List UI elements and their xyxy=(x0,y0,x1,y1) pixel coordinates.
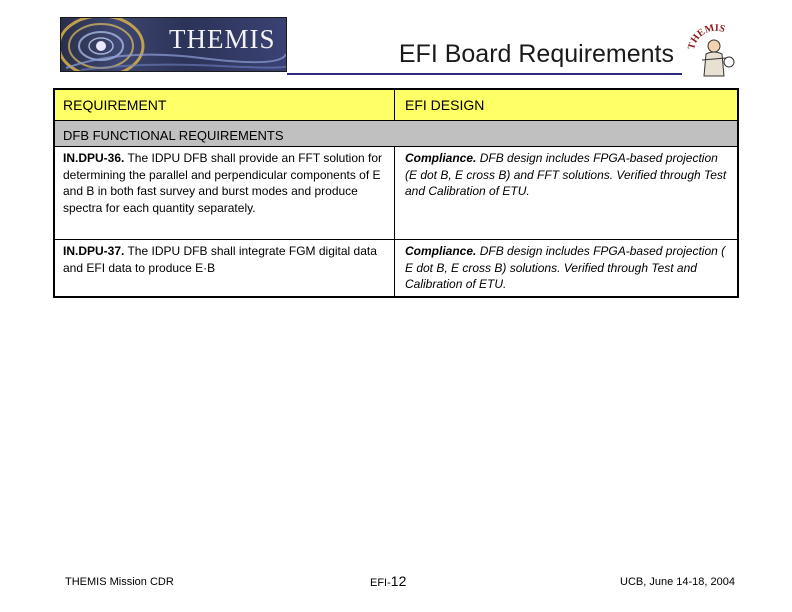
design-text: DFB design includes FPGA-based projection ( E dot B, E cross B) solutions. Verified through Test and Calibration of ETU. xyxy=(405,244,726,291)
design-lead: Compliance. xyxy=(405,151,477,165)
requirement-id: IN.DPU-37. xyxy=(63,244,125,258)
design-cell xyxy=(395,147,737,239)
column-header-design: EFI DESIGN xyxy=(405,97,485,113)
title-underline xyxy=(287,73,682,75)
footer-right: UCB, June 14-18, 2004 xyxy=(620,576,735,588)
section-row xyxy=(55,121,737,147)
design-text: DFB design includes FPGA-based projection (E dot B, E cross B) and FFT solutions. Verified through Test and Calibration of ETU. xyxy=(405,151,727,198)
requirement-cell xyxy=(55,240,395,296)
requirements-table xyxy=(53,88,739,298)
slide-title: EFI Board Requirements xyxy=(398,40,674,68)
section-label: DFB FUNCTIONAL REQUIREMENTS xyxy=(55,121,737,146)
design-lead: Compliance. xyxy=(405,244,477,258)
footer-page-number xyxy=(370,573,406,589)
page-num: 12 xyxy=(390,573,407,589)
requirement-cell xyxy=(55,147,395,239)
mascot-text: THEMIS xyxy=(686,22,727,51)
column-header-requirement: REQUIREMENT xyxy=(55,90,395,120)
table-header-row xyxy=(55,90,737,121)
design-cell xyxy=(395,240,737,296)
logo-text: THEMIS xyxy=(169,24,276,54)
requirement-text: The IDPU DFB shall provide an FFT solution for determining the parallel and perpendicular components of E and B in both fast survey and burst modes and produce spectra for each quantity separately. xyxy=(63,151,383,215)
table-row xyxy=(55,240,737,296)
requirement-text: The IDPU DFB shall integrate FGM digital data and EFI data to produce E·B xyxy=(63,244,377,275)
table-row xyxy=(55,147,737,240)
footer-left: THEMIS Mission CDR xyxy=(65,576,174,588)
themis-logo xyxy=(60,17,287,72)
themis-mascot-icon xyxy=(684,22,744,80)
page-prefix: EFI- xyxy=(370,577,391,589)
requirement-id: IN.DPU-36. xyxy=(63,151,125,165)
